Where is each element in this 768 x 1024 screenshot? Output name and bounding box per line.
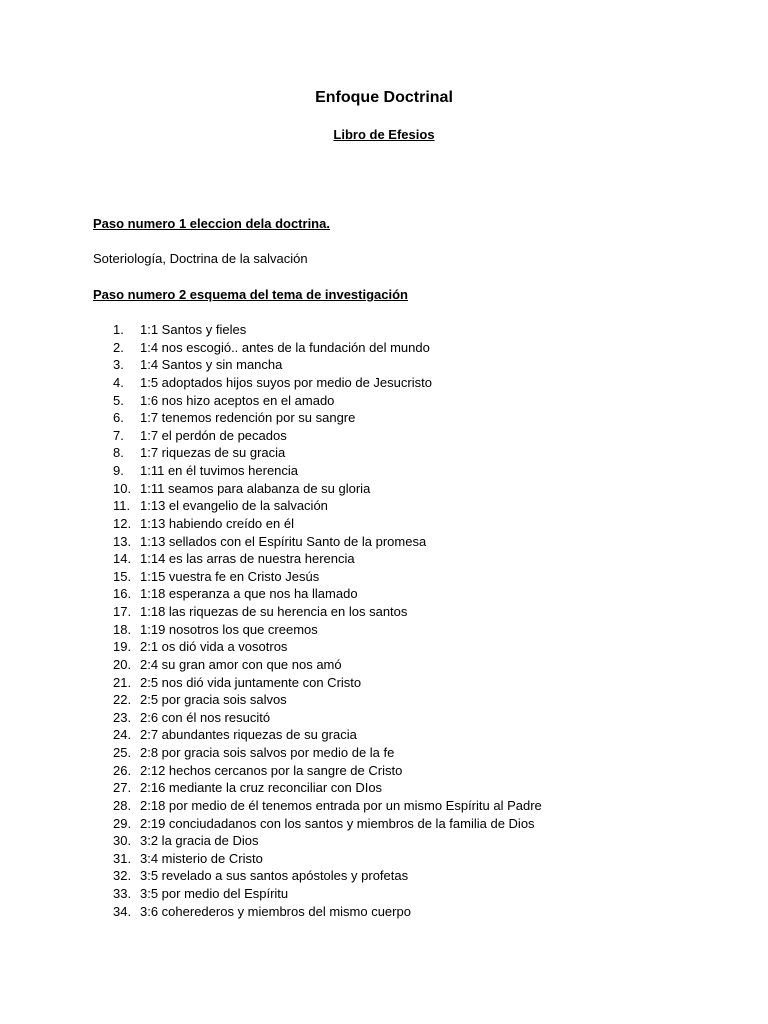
list-item-text: 2:18 por medio de él tenemos entrada por un mismo Espíritu al Padre <box>140 797 542 813</box>
list-item <box>113 726 542 744</box>
list-item-number: 14. <box>113 551 132 567</box>
document-subtitle: Libro de Efesios <box>333 127 435 142</box>
list-item-number: 11. <box>113 498 131 514</box>
list-item-text: 1:15 vuestra fe en Cristo Jesús <box>140 568 320 584</box>
list-item-text: 2:7 abundantes riquezas de su gracia <box>140 727 357 743</box>
list-item <box>113 427 542 445</box>
list-item <box>113 691 542 709</box>
list-item-number: 26. <box>113 762 132 778</box>
list-item <box>113 392 542 410</box>
list-item-number: 21. <box>113 674 132 690</box>
list-item-number: 3. <box>113 357 124 373</box>
list-item-number: 5. <box>113 392 124 408</box>
list-item-text: 2:8 por gracia sois salvos por medio de la fe <box>140 745 395 760</box>
step-2-heading: Paso numero 2 esquema del tema de investigación <box>93 287 408 302</box>
list-item-number: 33. <box>113 886 132 901</box>
list-item <box>113 779 542 797</box>
list-item-number: 2. <box>113 339 124 355</box>
list-item <box>113 621 542 639</box>
list-item-number: 17. <box>113 604 132 619</box>
list-item-number: 12. <box>113 515 132 531</box>
list-item <box>113 462 542 480</box>
list-item <box>113 762 542 780</box>
list-item-number: 31. <box>113 850 132 866</box>
list-item-text: 1:4 Santos y sin mancha <box>140 357 283 373</box>
list-item-text: 3:2 la gracia de Dios <box>140 833 259 849</box>
list-item-number: 18. <box>113 621 132 637</box>
list-item-text: 1:18 las riquezas de su herencia en los santos <box>140 604 408 619</box>
list-item-number: 27. <box>113 780 132 796</box>
list-item-text: 3:4 misterio de Cristo <box>140 850 263 866</box>
list-item-text: 2:4 su gran amor con que nos amó <box>140 656 342 672</box>
list-item-text: 1:4 nos escogió.. antes de la fundación del mundo <box>140 339 430 355</box>
list-item <box>113 815 542 833</box>
list-item-number: 1. <box>113 322 124 337</box>
step-1-heading: Paso numero 1 eleccion dela doctrina. <box>93 216 330 231</box>
list-item-text: 2:5 nos dió vida juntamente con Cristo <box>140 674 362 690</box>
list-item <box>113 374 542 392</box>
list-item <box>113 638 542 656</box>
list-item-number: 29. <box>113 815 132 831</box>
list-item-number: 15. <box>113 568 132 584</box>
list-item-number: 4. <box>113 374 124 390</box>
list-item-number: 6. <box>113 410 124 426</box>
list-item-text: 2:12 hechos cercanos por la sangre de Cristo <box>140 762 403 778</box>
list-item <box>113 797 542 815</box>
list-item-text: 1:1 Santos y fieles <box>140 322 247 337</box>
list-item <box>113 321 542 339</box>
list-item-number: 16. <box>113 586 132 602</box>
list-item <box>113 339 542 357</box>
list-item-text: 1:14 es las arras de nuestra herencia <box>140 551 355 567</box>
list-item-number: 30. <box>113 833 132 849</box>
document-title: Enfoque Doctrinal <box>315 89 453 106</box>
list-item <box>113 444 542 462</box>
list-item-text: 1:6 nos hizo aceptos en el amado <box>140 392 335 408</box>
list-item-text: 2:1 os dió vida a vosotros <box>140 639 288 655</box>
list-item-number: 20. <box>113 656 132 672</box>
list-item-text: 3:5 por medio del Espíritu <box>140 886 289 901</box>
list-item <box>113 603 542 621</box>
list-item-text: 1:19 nosotros los que creemos <box>140 621 318 637</box>
list-item <box>113 356 542 374</box>
list-item-number: 24. <box>113 727 132 743</box>
list-item <box>113 867 542 885</box>
list-item-number: 23. <box>113 709 132 725</box>
list-item-number: 9. <box>113 463 124 478</box>
list-item <box>113 832 542 850</box>
list-item-number: 19. <box>113 639 132 655</box>
list-item <box>113 533 542 551</box>
list-item-text: 2:5 por gracia sois salvos <box>140 692 287 708</box>
list-item-text: 2:6 con él nos resucitó <box>140 709 271 725</box>
list-item-text: 1:7 tenemos redención por su sangre <box>140 410 356 426</box>
list-item-text: 2:19 conciudadanos con los santos y miembros de la familia de Dios <box>140 815 535 831</box>
list-item-number: 10. <box>113 480 132 496</box>
list-item <box>113 885 542 903</box>
list-item-number: 7. <box>113 427 124 443</box>
list-item-number: 8. <box>113 445 124 461</box>
list-item <box>113 568 542 586</box>
list-item-text: 1:13 sellados con el Espíritu Santo de la promesa <box>140 533 427 549</box>
list-item <box>113 744 542 762</box>
list-item <box>113 480 542 498</box>
list-item-text: 3:6 coherederos y miembros del mismo cuerpo <box>140 903 411 919</box>
outline-list <box>113 321 542 920</box>
list-item-text: 1:11 seamos para alabanza de su gloria <box>140 480 371 496</box>
list-item <box>113 709 542 727</box>
list-item-number: 22. <box>113 692 132 708</box>
list-item <box>113 850 542 868</box>
list-item-number: 32. <box>113 868 132 884</box>
list-item-number: 28. <box>113 797 132 813</box>
list-item-text: 1:18 esperanza a que nos ha llamado <box>140 586 358 602</box>
list-item-number: 25. <box>113 745 132 760</box>
list-item <box>113 409 542 427</box>
list-item-text: 1:7 el perdón de pecados <box>140 427 287 443</box>
list-item <box>113 674 542 692</box>
list-item-text: 3:5 revelado a sus santos apóstoles y profetas <box>140 868 409 884</box>
list-item <box>113 656 542 674</box>
list-item <box>113 550 542 568</box>
list-item-number: 13. <box>113 533 132 549</box>
list-item-text: 1:11 en él tuvimos herencia <box>140 463 299 478</box>
list-item <box>113 903 542 921</box>
list-item <box>113 497 542 515</box>
list-item <box>113 515 542 533</box>
doctrine-text: Soteriología, Doctrina de la salvación <box>93 251 308 266</box>
list-item-number: 34. <box>113 903 132 919</box>
list-item-text: 1:13 habiendo creído en él <box>140 515 294 531</box>
list-item-text: 1:5 adoptados hijos suyos por medio de Jesucristo <box>140 374 432 390</box>
list-item-text: 1:7 riquezas de su gracia <box>140 445 286 461</box>
list-item-text: 1:13 el evangelio de la salvación <box>140 498 328 514</box>
list-item-text: 2:16 mediante la cruz reconciliar con DIos <box>140 780 383 796</box>
list-item <box>113 585 542 603</box>
